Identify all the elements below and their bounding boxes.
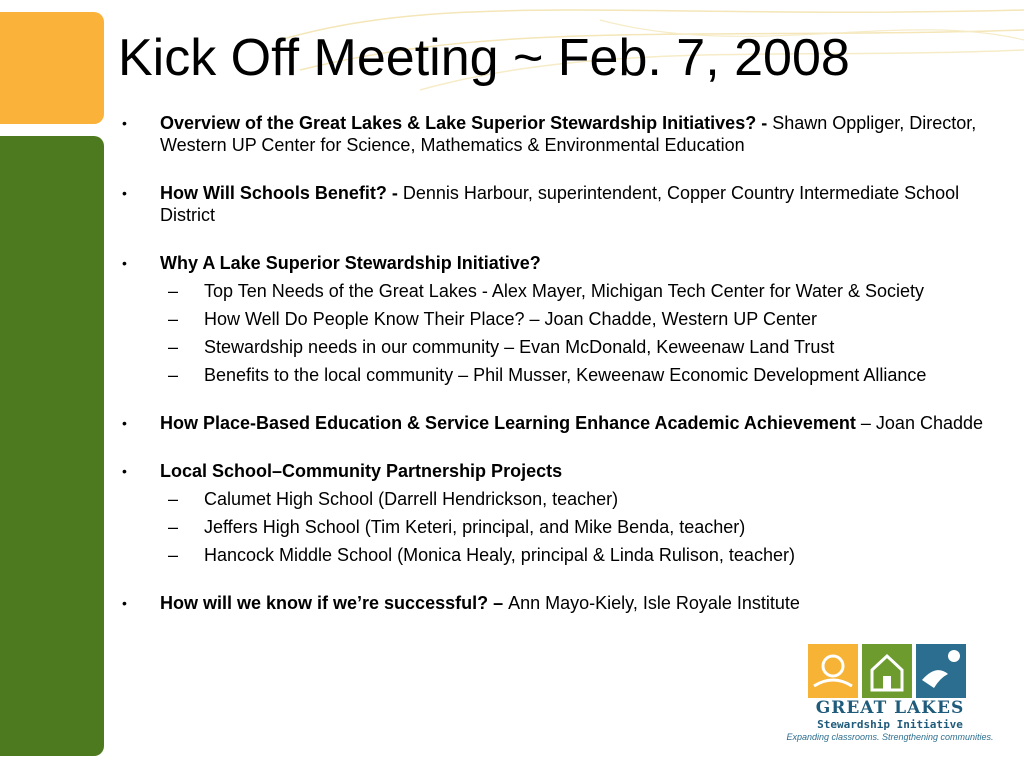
logo-subname: Stewardship Initiative	[817, 718, 963, 731]
agenda-item-success	[120, 592, 992, 614]
agenda-list	[120, 112, 992, 614]
sub-item-text: How Well Do People Know Their Place? – Joan Chadde, Western UP Center	[204, 309, 817, 329]
dash-icon: –	[168, 545, 179, 565]
sun-icon	[808, 644, 858, 698]
green-accent-bar	[0, 136, 104, 756]
sub-item	[120, 544, 992, 566]
dash-icon: –	[168, 281, 179, 301]
agenda-item-heading: Overview of the Great Lakes & Lake Superior Stewardship Initiatives? -	[160, 113, 773, 133]
sub-item-text: Stewardship needs in our community – Evan McDonald, Keweenaw Land Trust	[204, 337, 835, 357]
sub-item-text: Benefits to the local community – Phil Musser, Keweenaw Economic Development Alliance	[204, 365, 927, 385]
agenda-item-why-initiative	[120, 252, 992, 274]
orange-accent-bar	[0, 12, 104, 124]
agenda-item-partnership-projects	[120, 460, 992, 482]
agenda-item-schools-benefit	[120, 182, 992, 226]
agenda-item-overview	[120, 112, 992, 156]
logo-tagline: Expanding classrooms. Strengthening communities.	[786, 732, 994, 742]
dash-icon: –	[168, 489, 179, 509]
slide-title: Kick Off Meeting ~ Feb. 7, 2008	[118, 29, 850, 87]
sub-item-text: Calumet High School (Darrell Hendrickson, teacher)	[204, 489, 619, 509]
sub-item-text: Hancock Middle School (Monica Healy, principal & Linda Rulison, teacher)	[204, 545, 795, 565]
bullet-icon: •	[122, 595, 127, 611]
dash-icon: –	[168, 517, 179, 537]
agenda-item-presenter: Ann Mayo-Kiely, Isle Royale Institute	[508, 593, 800, 613]
agenda-item-presenter: Dennis Harbour, superintendent, Copper Country Intermediate School District	[160, 183, 960, 225]
sub-item-text: Jeffers High School (Tim Keteri, principal, and Mike Benda, teacher)	[204, 517, 746, 537]
sub-item	[120, 516, 992, 538]
sub-item	[120, 308, 992, 330]
sub-item	[120, 364, 992, 386]
agenda-item-presenter: Shawn Oppliger, Director, Western UP Center for Science, Mathematics & Environmental Education	[160, 113, 977, 155]
agenda-item-heading: Local School–Community Partnership Projects	[160, 461, 563, 481]
agenda-item-heading: Why A Lake Superior Stewardship Initiative?	[160, 253, 541, 273]
agenda-item-heading: How Place-Based Education & Service Learning Enhance Academic Achievement	[160, 413, 856, 433]
agenda-item-presenter: – Joan Chadde	[855, 413, 984, 433]
sub-item-text: Top Ten Needs of the Great Lakes - Alex Mayer, Michigan Tech Center for Water & Society	[204, 281, 925, 301]
logo-icons	[808, 644, 968, 700]
schoolhouse-icon	[862, 644, 912, 698]
logo-name: GREAT LAKES	[815, 698, 965, 718]
dash-icon: –	[168, 309, 179, 329]
bird-icon	[916, 644, 966, 698]
agenda-item-place-based	[120, 412, 992, 434]
agenda-item-heading: How will we know if we’re successful? –	[160, 593, 509, 613]
bullet-icon: •	[122, 255, 127, 271]
bullet-icon: •	[122, 185, 127, 201]
sub-item	[120, 488, 992, 510]
sub-item	[120, 280, 992, 302]
bullet-icon: •	[122, 463, 127, 479]
bullet-icon: •	[122, 415, 127, 431]
dash-icon: –	[168, 365, 179, 385]
dash-icon: –	[168, 337, 179, 357]
sub-item	[120, 336, 992, 358]
agenda-item-heading: How Will Schools Benefit? -	[160, 183, 403, 203]
bullet-icon: •	[122, 115, 127, 131]
great-lakes-logo	[776, 640, 1004, 744]
